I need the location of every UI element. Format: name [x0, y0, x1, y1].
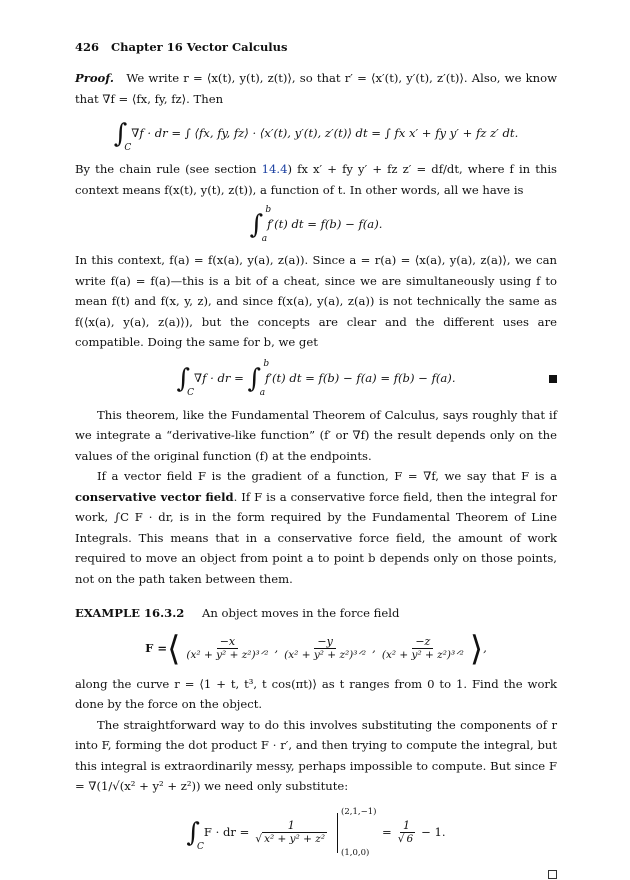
denominator: √ 6: [397, 833, 414, 846]
end-of-example-mark: [548, 870, 557, 879]
numerator: 1: [285, 819, 298, 833]
equation-3: [75, 358, 557, 400]
curve-paragraph: along the curve r = ⟨1 + t, t³, t cos(πt)⟩ as t ranges from 0 to 1. Find the work done by the force on the object.: [75, 676, 557, 711]
denominator: (x² + y² + z²)³ᐟ²: [381, 649, 464, 662]
running-head: [75, 40, 557, 54]
fraction-z: [379, 635, 467, 662]
proof-paragraph: [75, 68, 557, 109]
final-equation: ∫ C F · dr = $\frac{1}{\text{√ x² + y² + z²}}$ (2,1,−1) (1,0,0) = $\frac{1}{√ 6}$ − 1.: [186, 806, 446, 859]
fraction-y: [281, 635, 369, 662]
integral-sign: ∫ C: [113, 119, 132, 153]
numerator: −y: [314, 635, 335, 649]
numerator: −z: [412, 635, 433, 649]
integral-sign: ∫ C: [186, 817, 204, 852]
example-heading: [75, 603, 557, 624]
upper-limit: (2,1,−1): [341, 806, 377, 817]
numerator: −x: [217, 635, 238, 649]
strategy-paragraph: The straightforward way to do this involves substituting the components of r into F, forming the dot product F · r′, and then trying to compute the integral, but this integral is extraordinarily messy, perhaps impossible to compute. But since F = ∇(1/√(x² + y² + z²)) we need only substitute:: [75, 717, 557, 793]
sqrt-content: 6: [406, 833, 414, 846]
right-angle-bracket: ⟩: [469, 628, 484, 669]
equation-3-left: ∇f · dr =: [194, 370, 244, 385]
equation-2-text: f′(t) dt = f(b) − f(a).: [267, 217, 383, 232]
fraction-x: [183, 635, 271, 662]
chain-rule-text-b: ) fx x′ + fy y′ + fz z′ = df/dt, where f in this context means f(x(t), y(t), z(t)), a function of t. In other words, all we have is: [75, 162, 558, 197]
final-lhs: F · dr =: [203, 824, 250, 839]
sqrt-content: x² + y² + z²: [264, 833, 326, 846]
proof-label: Proof.: [75, 71, 114, 85]
section-link[interactable]: 14.4: [261, 162, 288, 176]
conservative-text-b: . If F is a conservative force field, then the integral for work, ∫C F · dr, is in the form required by the Fundamental Theorem of Line Integrals. This means that in a conservative force field, the amount of work required to move an object from point a to point b depends only on those points, not on the path taken between them.: [75, 489, 557, 586]
numerator: 1: [400, 819, 413, 833]
example-intro: An object moves in the force field: [202, 606, 400, 620]
qed-mark: [549, 375, 557, 383]
left-angle-bracket: ⟨: [167, 628, 181, 669]
equation-1: [75, 114, 557, 154]
final-fraction: [252, 819, 330, 846]
result-tail: − 1.: [421, 824, 446, 839]
denominator: (x² + y² + z²)³ᐟ²: [186, 649, 269, 662]
force-field-equation: F = ⟨ $\frac{-x}{\text{(x² + y² + z²)³ᐟ²}}$ , $\frac{-y}{\text{(x² + y² + z²)³ᐟ²}}$ , $\frac{-z}{\text{(x² + y² + z²)³ᐟ²}}$ ⟩ ,: [145, 628, 487, 669]
equation-3-right: f′(t) dt = f(b) − f(a) = f(b) − f(a).: [265, 370, 456, 385]
chain-rule-paragraph: [75, 159, 557, 200]
evaluation-bar: [337, 806, 377, 859]
equation-1-text: ∇f · dr = ∫ ⟨fx, fy, fz⟩ · ⟨x′(t), y′(t), z′(t)⟩ dt = ∫ fx x′ + fy y′ + fz z′ dt.: [131, 126, 519, 141]
context-paragraph: In this context, f(a) = f(x(a), y(a), z(a)). Since a = r(a) = ⟨x(a), y(a), z(a)⟩, we can write f(a) = f(a)—this is a bit of a cheat, since we are simultaneously using f to mean f(t) and f(x, y, z), and since f(x(a), y(a), z(a)) is not technically the same as f(⟨x(a), y(a), z(a)⟩), but the concepts are clear and the different uses are compatible. Doing the same for b, we get: [75, 253, 557, 349]
page: [75, 40, 557, 880]
denominator: √ x² + y² + z²: [255, 833, 326, 846]
conservative-text-a: If a vector field F is the gradient of a function, F = ∇f, we say that F is a: [97, 469, 557, 483]
result-fraction: [395, 819, 418, 846]
chain-rule-text-a: By the chain rule (see section: [75, 162, 262, 176]
proof-text: We write r = ⟨x(t), y(t), z(t)⟩, so that r′ = ⟨x′(t), y′(t), z′(t)⟩. Also, we know that ∇f = ⟨fx, fy, fz⟩. Then: [75, 71, 557, 106]
integral-sign: ∫ C: [176, 363, 195, 398]
conservative-paragraph: [75, 466, 557, 589]
lower-limit: (1,0,0): [341, 848, 370, 859]
integral-sign: ∫ b a: [247, 358, 270, 398]
conservative-term: conservative vector field: [75, 489, 234, 504]
example-label: EXAMPLE 16.3.2: [75, 606, 185, 620]
chapter-title: Chapter 16 Vector Calculus: [111, 40, 288, 54]
force-lhs: F =: [145, 640, 168, 655]
page-number: 426: [75, 40, 100, 54]
equation-2: [75, 205, 557, 245]
theorem-note: This theorem, like the Fundamental Theorem of Calculus, says roughly that if we integrate a “derivative-like function” (f′ or ∇f) the result depends only on the values of the original function (f) at the endpoints.: [75, 407, 557, 463]
integral-sign: ∫ b a: [249, 205, 272, 244]
denominator: (x² + y² + z²)³ᐟ²: [284, 649, 367, 662]
